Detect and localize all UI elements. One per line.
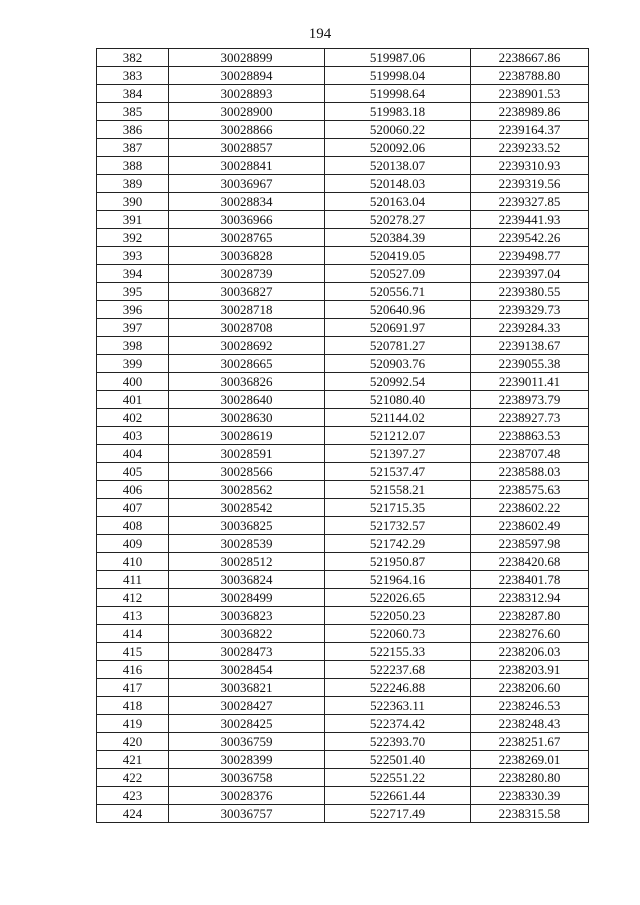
row-number-cell: 414 (97, 625, 169, 643)
x-coordinate-cell: 520419.05 (325, 247, 471, 265)
x-coordinate-cell: 522393.70 (325, 733, 471, 751)
table-row (97, 355, 589, 373)
y-coordinate-cell: 2238287.80 (471, 607, 589, 625)
y-coordinate-cell: 2238315.58 (471, 805, 589, 823)
table-row (97, 715, 589, 733)
y-coordinate-cell: 2238246.53 (471, 697, 589, 715)
row-number-cell: 406 (97, 481, 169, 499)
row-number-cell: 384 (97, 85, 169, 103)
table-row (97, 283, 589, 301)
y-coordinate-cell: 2239441.93 (471, 211, 589, 229)
point-id-cell: 30036758 (169, 769, 325, 787)
row-number-cell: 403 (97, 427, 169, 445)
row-number-cell: 424 (97, 805, 169, 823)
x-coordinate-cell: 521080.40 (325, 391, 471, 409)
table-row (97, 499, 589, 517)
y-coordinate-cell: 2238206.03 (471, 643, 589, 661)
table-body (97, 49, 589, 823)
point-id-cell: 30036827 (169, 283, 325, 301)
y-coordinate-cell: 2238588.03 (471, 463, 589, 481)
x-coordinate-cell: 522246.88 (325, 679, 471, 697)
x-coordinate-cell: 522374.42 (325, 715, 471, 733)
x-coordinate-cell: 522551.22 (325, 769, 471, 787)
row-number-cell: 394 (97, 265, 169, 283)
x-coordinate-cell: 520138.07 (325, 157, 471, 175)
point-id-cell: 30028640 (169, 391, 325, 409)
point-id-cell: 30028834 (169, 193, 325, 211)
x-coordinate-cell: 521950.87 (325, 553, 471, 571)
row-number-cell: 393 (97, 247, 169, 265)
point-id-cell: 30028562 (169, 481, 325, 499)
x-coordinate-cell: 520556.71 (325, 283, 471, 301)
row-number-cell: 411 (97, 571, 169, 589)
row-number-cell: 413 (97, 607, 169, 625)
x-coordinate-cell: 522501.40 (325, 751, 471, 769)
row-number-cell: 410 (97, 553, 169, 571)
x-coordinate-cell: 522363.11 (325, 697, 471, 715)
row-number-cell: 415 (97, 643, 169, 661)
x-coordinate-cell: 522060.73 (325, 625, 471, 643)
point-id-cell: 30036759 (169, 733, 325, 751)
point-id-cell: 30028692 (169, 337, 325, 355)
page-number: 194 (308, 26, 332, 42)
row-number-cell: 420 (97, 733, 169, 751)
x-coordinate-cell: 520903.76 (325, 355, 471, 373)
table-row (97, 265, 589, 283)
point-id-cell: 30028765 (169, 229, 325, 247)
y-coordinate-cell: 2238602.22 (471, 499, 589, 517)
point-id-cell: 30036966 (169, 211, 325, 229)
point-id-cell: 30028619 (169, 427, 325, 445)
y-coordinate-cell: 2238667.86 (471, 49, 589, 67)
row-number-cell: 401 (97, 391, 169, 409)
row-number-cell: 399 (97, 355, 169, 373)
point-id-cell: 30028718 (169, 301, 325, 319)
point-id-cell: 30028473 (169, 643, 325, 661)
coordinates-table (96, 48, 589, 823)
table-row (97, 751, 589, 769)
row-number-cell: 404 (97, 445, 169, 463)
x-coordinate-cell: 521144.02 (325, 409, 471, 427)
y-coordinate-cell: 2239380.55 (471, 283, 589, 301)
x-coordinate-cell: 520384.39 (325, 229, 471, 247)
row-number-cell: 408 (97, 517, 169, 535)
x-coordinate-cell: 519983.18 (325, 103, 471, 121)
row-number-cell: 405 (97, 463, 169, 481)
y-coordinate-cell: 2238206.60 (471, 679, 589, 697)
table-row (97, 319, 589, 337)
table-row (97, 103, 589, 121)
y-coordinate-cell: 2238420.68 (471, 553, 589, 571)
point-id-cell: 30028900 (169, 103, 325, 121)
y-coordinate-cell: 2238863.53 (471, 427, 589, 445)
point-id-cell: 30028630 (169, 409, 325, 427)
row-number-cell: 419 (97, 715, 169, 733)
table-row (97, 121, 589, 139)
table-row (97, 337, 589, 355)
row-number-cell: 402 (97, 409, 169, 427)
point-id-cell: 30028899 (169, 49, 325, 67)
x-coordinate-cell: 520992.54 (325, 373, 471, 391)
x-coordinate-cell: 520781.27 (325, 337, 471, 355)
row-number-cell: 387 (97, 139, 169, 157)
row-number-cell: 407 (97, 499, 169, 517)
point-id-cell: 30036826 (169, 373, 325, 391)
table-row (97, 481, 589, 499)
point-id-cell: 30028499 (169, 589, 325, 607)
y-coordinate-cell: 2238248.43 (471, 715, 589, 733)
table-row (97, 157, 589, 175)
x-coordinate-cell: 522237.68 (325, 661, 471, 679)
row-number-cell: 385 (97, 103, 169, 121)
x-coordinate-cell: 520691.97 (325, 319, 471, 337)
x-coordinate-cell: 522026.65 (325, 589, 471, 607)
table-row (97, 211, 589, 229)
point-id-cell: 30028399 (169, 751, 325, 769)
y-coordinate-cell: 2238330.39 (471, 787, 589, 805)
y-coordinate-cell: 2238203.91 (471, 661, 589, 679)
x-coordinate-cell: 519998.64 (325, 85, 471, 103)
table-row (97, 139, 589, 157)
x-coordinate-cell: 521964.16 (325, 571, 471, 589)
table-row (97, 661, 589, 679)
x-coordinate-cell: 519998.04 (325, 67, 471, 85)
table-row (97, 769, 589, 787)
table-row (97, 175, 589, 193)
point-id-cell: 30028665 (169, 355, 325, 373)
point-id-cell: 30028893 (169, 85, 325, 103)
table-row (97, 643, 589, 661)
table-row (97, 697, 589, 715)
y-coordinate-cell: 2238276.60 (471, 625, 589, 643)
point-id-cell: 30036757 (169, 805, 325, 823)
row-number-cell: 416 (97, 661, 169, 679)
row-number-cell: 391 (97, 211, 169, 229)
table-row (97, 373, 589, 391)
x-coordinate-cell: 521732.57 (325, 517, 471, 535)
row-number-cell: 422 (97, 769, 169, 787)
row-number-cell: 418 (97, 697, 169, 715)
y-coordinate-cell: 2239011.41 (471, 373, 589, 391)
point-id-cell: 30028857 (169, 139, 325, 157)
point-id-cell: 30036821 (169, 679, 325, 697)
y-coordinate-cell: 2238401.78 (471, 571, 589, 589)
table-row (97, 247, 589, 265)
x-coordinate-cell: 521537.47 (325, 463, 471, 481)
y-coordinate-cell: 2238312.94 (471, 589, 589, 607)
table-row (97, 787, 589, 805)
table-row (97, 301, 589, 319)
y-coordinate-cell: 2239498.77 (471, 247, 589, 265)
row-number-cell: 400 (97, 373, 169, 391)
y-coordinate-cell: 2239233.52 (471, 139, 589, 157)
y-coordinate-cell: 2239327.85 (471, 193, 589, 211)
x-coordinate-cell: 520163.04 (325, 193, 471, 211)
table-row (97, 679, 589, 697)
y-coordinate-cell: 2239284.33 (471, 319, 589, 337)
point-id-cell: 30036828 (169, 247, 325, 265)
table-row (97, 589, 589, 607)
y-coordinate-cell: 2238269.01 (471, 751, 589, 769)
row-number-cell: 412 (97, 589, 169, 607)
x-coordinate-cell: 522717.49 (325, 805, 471, 823)
y-coordinate-cell: 2239310.93 (471, 157, 589, 175)
y-coordinate-cell: 2238707.48 (471, 445, 589, 463)
point-id-cell: 30028708 (169, 319, 325, 337)
point-id-cell: 30028542 (169, 499, 325, 517)
x-coordinate-cell: 522155.33 (325, 643, 471, 661)
table-row (97, 553, 589, 571)
x-coordinate-cell: 520060.22 (325, 121, 471, 139)
point-id-cell: 30036967 (169, 175, 325, 193)
x-coordinate-cell: 520527.09 (325, 265, 471, 283)
table-row (97, 625, 589, 643)
row-number-cell: 383 (97, 67, 169, 85)
y-coordinate-cell: 2238973.79 (471, 391, 589, 409)
x-coordinate-cell: 521212.07 (325, 427, 471, 445)
table-row (97, 409, 589, 427)
row-number-cell: 389 (97, 175, 169, 193)
point-id-cell: 30028841 (169, 157, 325, 175)
point-id-cell: 30036825 (169, 517, 325, 535)
table-row (97, 571, 589, 589)
x-coordinate-cell: 520092.06 (325, 139, 471, 157)
point-id-cell: 30028454 (169, 661, 325, 679)
x-coordinate-cell: 520640.96 (325, 301, 471, 319)
row-number-cell: 390 (97, 193, 169, 211)
point-id-cell: 30036822 (169, 625, 325, 643)
point-id-cell: 30036823 (169, 607, 325, 625)
row-number-cell: 395 (97, 283, 169, 301)
y-coordinate-cell: 2238597.98 (471, 535, 589, 553)
row-number-cell: 421 (97, 751, 169, 769)
table-row (97, 463, 589, 481)
row-number-cell: 388 (97, 157, 169, 175)
point-id-cell: 30028566 (169, 463, 325, 481)
point-id-cell: 30036824 (169, 571, 325, 589)
y-coordinate-cell: 2238927.73 (471, 409, 589, 427)
point-id-cell: 30028894 (169, 67, 325, 85)
table-row (97, 535, 589, 553)
row-number-cell: 398 (97, 337, 169, 355)
row-number-cell: 396 (97, 301, 169, 319)
x-coordinate-cell: 521742.29 (325, 535, 471, 553)
table-row (97, 67, 589, 85)
table-row (97, 85, 589, 103)
point-id-cell: 30028427 (169, 697, 325, 715)
point-id-cell: 30028376 (169, 787, 325, 805)
x-coordinate-cell: 521558.21 (325, 481, 471, 499)
y-coordinate-cell: 2239164.37 (471, 121, 589, 139)
point-id-cell: 30028591 (169, 445, 325, 463)
row-number-cell: 386 (97, 121, 169, 139)
table-row (97, 193, 589, 211)
table-row (97, 229, 589, 247)
table-row (97, 733, 589, 751)
row-number-cell: 397 (97, 319, 169, 337)
point-id-cell: 30028539 (169, 535, 325, 553)
y-coordinate-cell: 2238901.53 (471, 85, 589, 103)
table-row (97, 391, 589, 409)
row-number-cell: 392 (97, 229, 169, 247)
table-row (97, 607, 589, 625)
table-row (97, 427, 589, 445)
row-number-cell: 423 (97, 787, 169, 805)
x-coordinate-cell: 522661.44 (325, 787, 471, 805)
y-coordinate-cell: 2238280.80 (471, 769, 589, 787)
x-coordinate-cell: 522050.23 (325, 607, 471, 625)
table-row (97, 445, 589, 463)
x-coordinate-cell: 519987.06 (325, 49, 471, 67)
point-id-cell: 30028739 (169, 265, 325, 283)
y-coordinate-cell: 2239397.04 (471, 265, 589, 283)
y-coordinate-cell: 2239138.67 (471, 337, 589, 355)
point-id-cell: 30028866 (169, 121, 325, 139)
y-coordinate-cell: 2239055.38 (471, 355, 589, 373)
y-coordinate-cell: 2239329.73 (471, 301, 589, 319)
y-coordinate-cell: 2239542.26 (471, 229, 589, 247)
row-number-cell: 382 (97, 49, 169, 67)
x-coordinate-cell: 521397.27 (325, 445, 471, 463)
table-row (97, 517, 589, 535)
y-coordinate-cell: 2238602.49 (471, 517, 589, 535)
point-id-cell: 30028425 (169, 715, 325, 733)
row-number-cell: 409 (97, 535, 169, 553)
table-row (97, 805, 589, 823)
x-coordinate-cell: 520278.27 (325, 211, 471, 229)
x-coordinate-cell: 521715.35 (325, 499, 471, 517)
y-coordinate-cell: 2239319.56 (471, 175, 589, 193)
point-id-cell: 30028512 (169, 553, 325, 571)
row-number-cell: 417 (97, 679, 169, 697)
x-coordinate-cell: 520148.03 (325, 175, 471, 193)
table-row (97, 49, 589, 67)
y-coordinate-cell: 2238251.67 (471, 733, 589, 751)
y-coordinate-cell: 2238575.63 (471, 481, 589, 499)
y-coordinate-cell: 2238989.86 (471, 103, 589, 121)
y-coordinate-cell: 2238788.80 (471, 67, 589, 85)
